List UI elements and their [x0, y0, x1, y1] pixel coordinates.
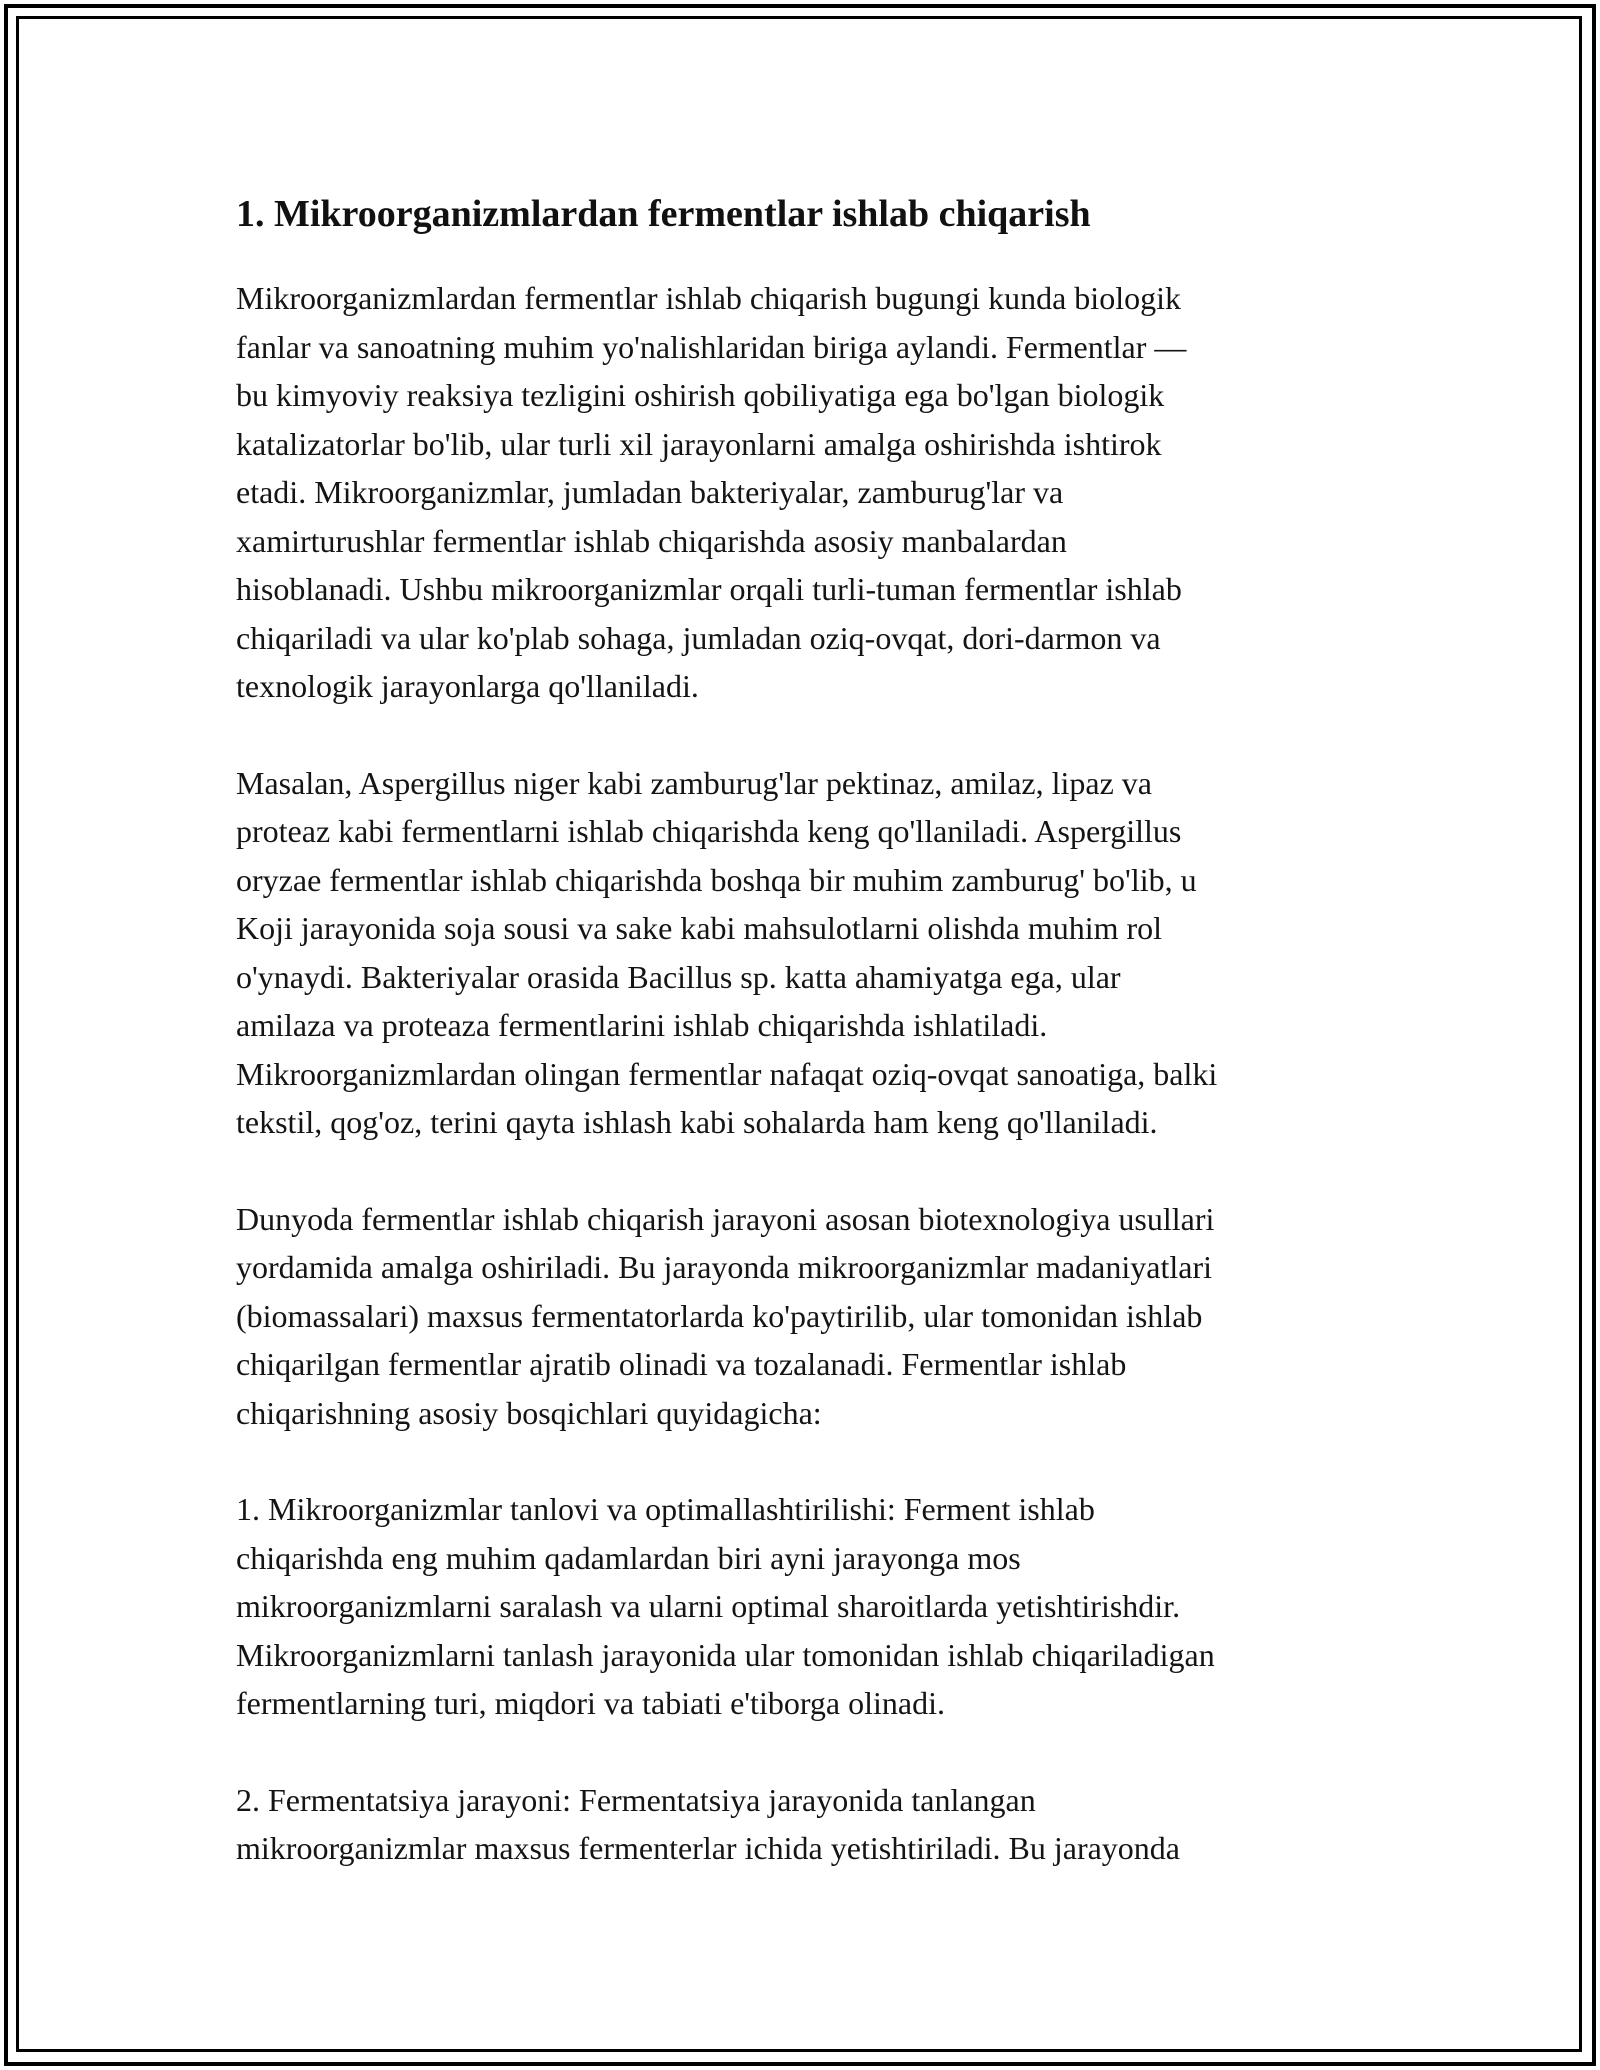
- paragraph-examples: Masalan, Aspergillus niger kabi zamburug'lar pektinaz, amilaz, lipaz va proteaz kabi fermentlarni ishlab chiqarishda keng qo'llaniladi. Aspergillus oryzae fermentlar ishlab chiqarishda boshqa bir muhim zamburug' bo'lib, u Koji jarayonida soja sousi va sake kabi mahsulotlarni olishda muhim rol o'ynaydi. Bakteriyalar orasida Bacillus sp. katta ahamiyatga ega, ular amilaza va proteaza fermentlarini ishlab chiqarishda ishlatiladi. Mikroorganizmlardan olingan fermentlar nafaqat oziq-ovqat sanoatiga, balki tekstil, qog'oz, terini qayta ishlash kabi sohalarda ham keng qo'llaniladi.: [236, 764, 1218, 1140]
- section-heading: 1. Mikroorganizmlardan fermentlar ishlab chiqarish: [236, 193, 1091, 235]
- paragraph-intro: Mikroorganizmlardan fermentlar ishlab chiqarish bugungi kunda biologik fanlar va sanoatning muhim yo'nalishlaridan biriga aylandi. Fermentlar — bu kimyoviy reaksiya tezligini oshirish qobiliyatiga ega bo'lgan biologik katalizatorlar bo'lib, ular turli xil jarayonlarni amalga oshirishda ishtirok etadi. Mikroorganizmlar, jumladan bakteriyalar, zamburug'lar va xamirturushlar fermentlar ishlab chiqarishda asosiy manbalardan hisoblanadi. Ushbu mikroorganizmlar orqali turli-tuman fermentlar ishlab chiqariladi va ular ko'plab sohaga, jumladan oziq-ovqat, dori-darmon va texnologik jarayonlarga qo'llaniladi.: [236, 280, 1187, 704]
- paragraph-step-2: 2. Fermentatsiya jarayoni: Fermentatsiya jarayonida tanlangan mikroorganizmlar maxsus fermenterlar ichida yetishtiriladi. Bu jarayonda: [236, 1781, 1180, 1866]
- paragraph-process: Dunyoda fermentlar ishlab chiqarish jarayoni asosan biotexnologiya usullari yordamida amalga oshiriladi. Bu jarayonda mikroorganizmlar madaniyatlari (biomassalari) maxsus fermentatorlarda ko'paytirilib, ular tomonidan ishlab chiqarilgan fermentlar ajratib olinadi va tozalanadi. Fermentlar ishlab chiqarishning asosiy bosqichlari quyidagicha:: [236, 1200, 1215, 1431]
- document-body: [236, 188, 1366, 1873]
- paragraph-step-1: 1. Mikroorganizmlar tanlovi va optimallashtirilishi: Ferment ishlab chiqarishda eng muhim qadamlardan biri ayni jarayonga mos mikroorganizmlarni saralash va ularni optimal sharoitlarda yetishtirishdir. Mikroorganizmlarni tanlash jarayonida ular tomonidan ishlab chiqariladigan fermentlarning turi, miqdori va tabiati e'tiborga olinadi.: [236, 1491, 1215, 1721]
